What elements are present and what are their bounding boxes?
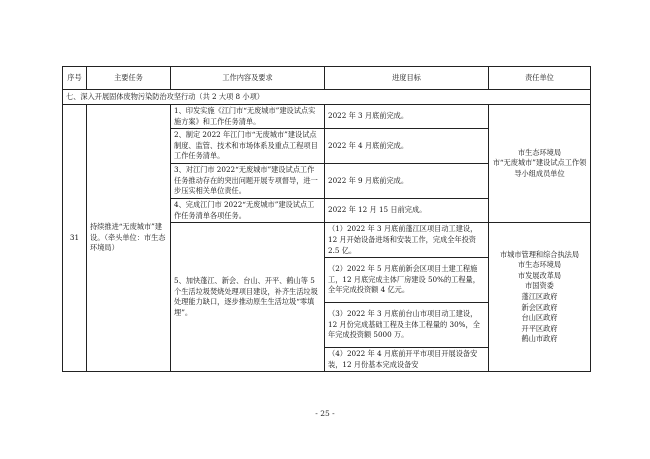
section-row [63, 90, 591, 105]
responsible-unit-group-2: 市城市管理和综合执法局 市生态环境局 市发展改革局 市国资委 蓬江区政府 新会区政府 台山区政府 开平区政府 鹤山市政府 [489, 223, 591, 372]
progress-target-5-4: （4）2022 年 4 月底前开平市项目开展设备安装，12 月份基本完成设备安 [325, 348, 489, 372]
progress-target-4: 2022 年 12 月 15 日前完成。 [325, 199, 489, 223]
responsible-unit-group-1: 市生态环境局 市“无废城市”建设试点工作领导小组成员单位 [489, 105, 591, 223]
task-table [62, 66, 591, 372]
work-content-3: 3、对江门市 2022“无废城市”建设试点工作任务推动存在的突出问题开展专项督导，进一步压实相关单位责任。 [171, 164, 325, 199]
progress-target-5-2: （2）2022 年 5 月底前新会区项目土建工程施工，12 月底完成主体厂房建设 50%的工程量，全年完成投资额 4 亿元。 [325, 258, 489, 303]
progress-target-3: 2022 年 9 月底前完成。 [325, 164, 489, 199]
progress-target-5-1: （1）2022 年 3 月底前蓬江区项目动工建设，12 月开始设备进场和安装工作，完成全年投资 2.5 亿。 [325, 223, 489, 258]
table-header-row [63, 67, 591, 90]
header-main-task: 主要任务 [87, 67, 171, 90]
table-row [63, 105, 591, 129]
row-number: 31 [63, 105, 87, 372]
progress-target-1: 2022 年 3 月底前完成。 [325, 105, 489, 129]
work-content-2: 2、制定 2022 年江门市“无废城市”建设试点制度、监管、技术和市场体系及重点工程项目工作任务清单。 [171, 129, 325, 164]
progress-target-5-3: （3）2022 年 3 月底前台山市项目动工建设，12 月份完成基础工程及主体工程量的 30%，全年完成投资额 5000 万。 [325, 303, 489, 348]
header-serial: 序号 [63, 67, 87, 90]
main-task-cell: 持续推进“无废城市”建设。（牵头单位：市生态环境局） [87, 105, 171, 372]
header-work-content: 工作内容及要求 [171, 67, 325, 90]
header-progress-target: 进度目标 [325, 67, 489, 90]
page-number: - 25 - [315, 409, 335, 418]
progress-target-2: 2022 年 4 月底前完成。 [325, 129, 489, 164]
work-content-5: 5、加快蓬江、新会、台山、开平、鹤山等 5 个生活垃圾焚烧处理项目建设，补齐生活垃圾处理能力缺口，逐步推动原生生活垃圾“零填埋”。 [171, 223, 325, 372]
work-content-4: 4、完成江门市 2022“无废城市”建设试点工作任务清单各项任务。 [171, 199, 325, 223]
work-content-1: 1、印发实施《江门市“无废城市”建设试点实施方案》和工作任务清单。 [171, 105, 325, 129]
section-title: 七、深入开展固体废物污染防治攻坚行动（共 2 大项 8 小项） [63, 90, 591, 105]
header-responsible-unit: 责任单位 [489, 67, 591, 90]
